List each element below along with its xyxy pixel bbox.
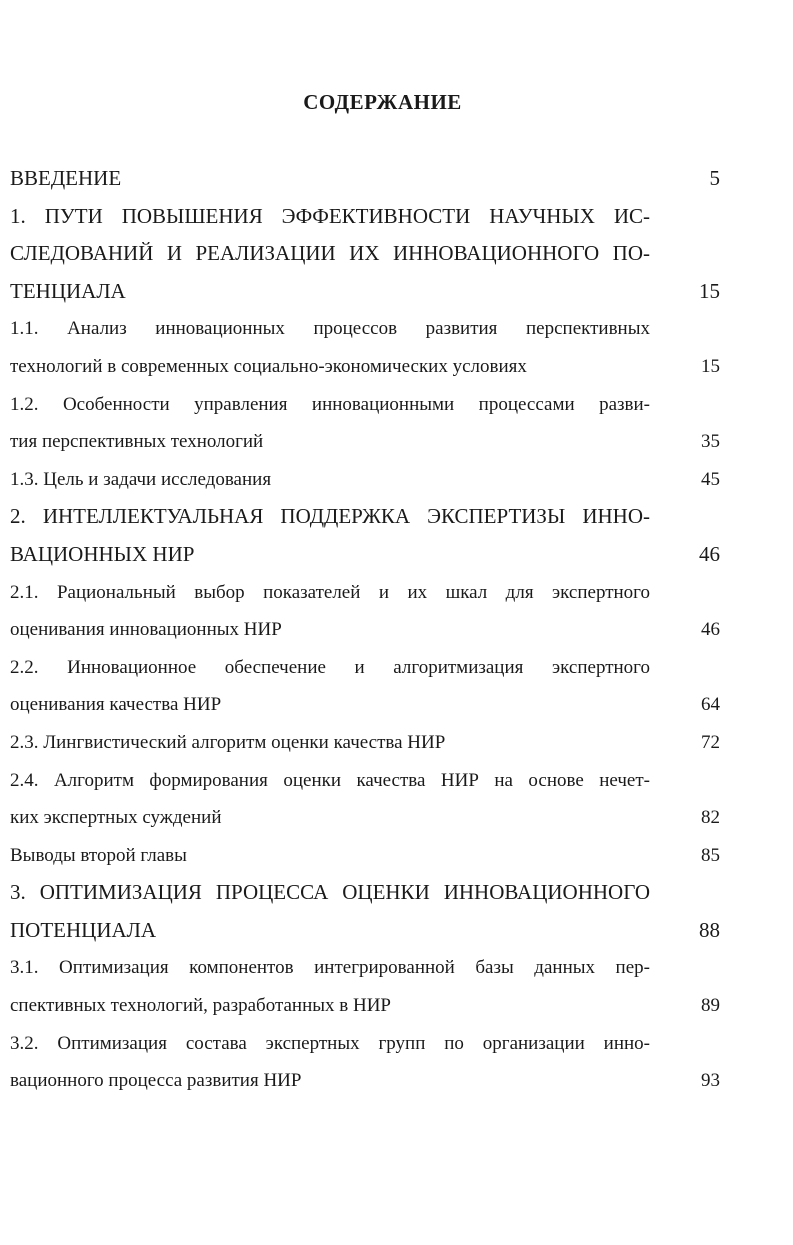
toc-entry <box>10 386 720 461</box>
toc-entry-text <box>10 498 650 573</box>
toc-entry <box>10 762 720 837</box>
toc-entry <box>10 461 720 499</box>
toc-line: технологий в современных социально-экономических условиях <box>10 355 527 377</box>
toc-entry <box>10 198 720 311</box>
toc-line: ких экспертных суждений <box>10 807 222 829</box>
toc-entry-text <box>10 574 650 649</box>
toc-entry <box>10 649 720 724</box>
toc-page-number: 35 <box>701 431 720 453</box>
toc-entry <box>10 874 720 949</box>
toc-page-number: 5 <box>709 166 720 190</box>
toc-line: ВАЦИОННЫХ НИР <box>10 541 195 566</box>
toc-page-number: 15 <box>699 278 720 303</box>
toc-line: Выводы второй главы <box>10 844 187 866</box>
toc-page-number: 82 <box>701 807 720 829</box>
toc-line: 2.1. Рациональный выбор показателей и их шкал для экспертного <box>10 581 650 603</box>
toc-entry <box>10 160 720 198</box>
toc-line: оценивания инновационных НИР <box>10 619 282 641</box>
toc-page-number: 64 <box>701 694 720 716</box>
toc-page-number: 46 <box>701 619 720 641</box>
toc-line: СЛЕДОВАНИЙ И РЕАЛИЗАЦИИ ИХ ИННОВАЦИОННОГО ПО- <box>10 241 650 266</box>
toc-entry-text <box>10 949 650 1024</box>
toc-entry <box>10 498 720 573</box>
toc-entry-text <box>10 386 650 461</box>
toc-entry-text <box>10 160 650 198</box>
toc-entry-text <box>10 837 650 875</box>
toc-line: вационного процесса развития НИР <box>10 1070 302 1092</box>
toc-entry-text <box>10 461 650 499</box>
toc-line: 2.4. Алгоритм формирования оценки качества НИР на основе нечет- <box>10 769 650 791</box>
toc-page-number: 85 <box>701 844 720 866</box>
toc-line: оценивания качества НИР <box>10 694 222 716</box>
toc-page-number: 45 <box>701 468 720 490</box>
toc-line: 2.2. Инновационное обеспечение и алгоритмизация экспертного <box>10 656 650 678</box>
toc-line: 2. ИНТЕЛЛЕКТУАЛЬНАЯ ПОДДЕРЖКА ЭКСПЕРТИЗЫ ИННО- <box>10 504 650 529</box>
toc-page-number: 46 <box>699 541 720 566</box>
toc-entry-text <box>10 874 650 949</box>
toc-line: спективных технологий, разработанных в НИР <box>10 995 391 1017</box>
toc-entry-text <box>10 310 650 385</box>
toc-entry <box>10 310 720 385</box>
toc-line: 1.3. Цель и задачи исследования <box>10 468 272 490</box>
page-title: СОДЕРЖАНИЕ <box>303 90 462 114</box>
table-of-contents <box>10 160 720 1100</box>
toc-entry-text <box>10 198 650 311</box>
toc-line: 3.2. Оптимизация состава экспертных групп по организации инно- <box>10 1032 650 1054</box>
toc-entry <box>10 949 720 1024</box>
toc-page-number: 93 <box>701 1070 720 1092</box>
toc-line: ВВЕДЕНИЕ <box>10 166 122 190</box>
toc-entry <box>10 837 720 875</box>
toc-entry-text <box>10 724 650 762</box>
toc-page-number: 88 <box>699 917 720 942</box>
toc-line: 1.1. Анализ инновационных процессов развития перспективных <box>10 318 650 340</box>
toc-page-number: 89 <box>701 995 720 1017</box>
toc-entry <box>10 724 720 762</box>
toc-page-number: 72 <box>701 731 720 753</box>
toc-entry-text <box>10 1025 650 1100</box>
toc-line: 3.1. Оптимизация компонентов интегрированной базы данных пер- <box>10 957 650 979</box>
toc-page-number: 15 <box>701 355 720 377</box>
toc-line: 1. ПУТИ ПОВЫШЕНИЯ ЭФФЕКТИВНОСТИ НАУЧНЫХ ИС- <box>10 203 650 228</box>
toc-entry-text <box>10 762 650 837</box>
toc-line: тия перспективных технологий <box>10 431 264 453</box>
toc-line: 3. ОПТИМИЗАЦИЯ ПРОЦЕССА ОЦЕНКИ ИННОВАЦИОННОГО <box>10 880 650 905</box>
toc-entry-text <box>10 649 650 724</box>
toc-line: ТЕНЦИАЛА <box>10 278 126 303</box>
toc-entry <box>10 1025 720 1100</box>
toc-line: ПОТЕНЦИАЛА <box>10 917 157 942</box>
toc-line: 1.2. Особенности управления инновационными процессами разви- <box>10 393 650 415</box>
toc-line: 2.3. Лингвистический алгоритм оценки качества НИР <box>10 731 446 753</box>
toc-entry <box>10 574 720 649</box>
